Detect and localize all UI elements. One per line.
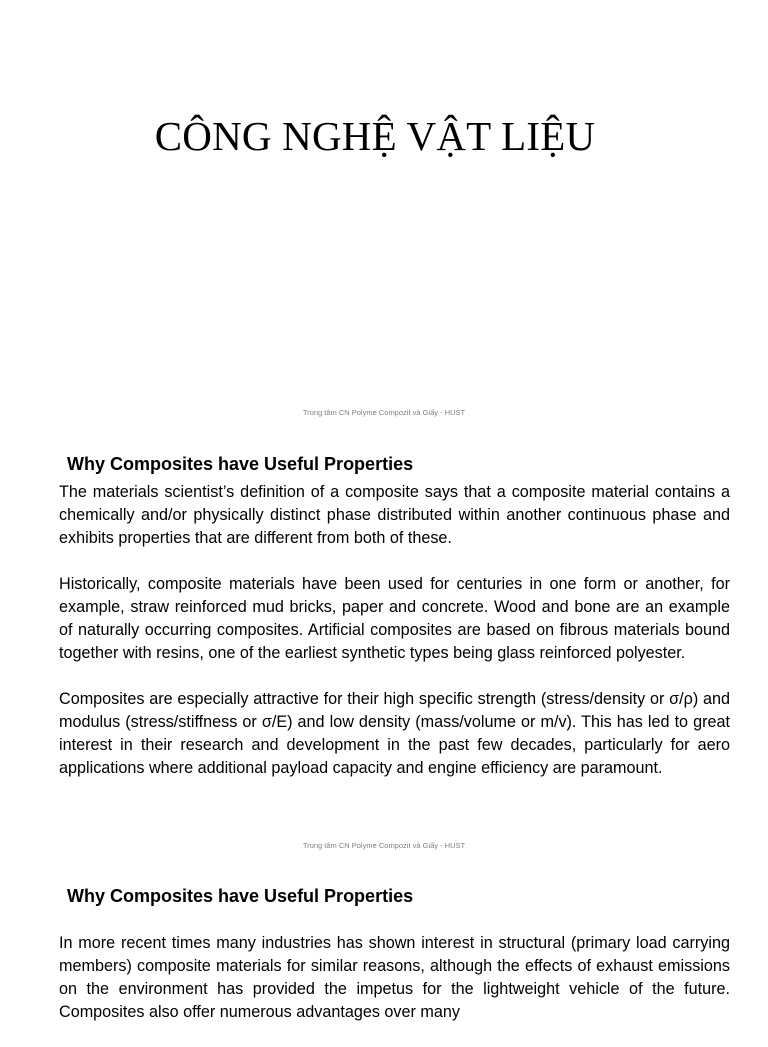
slide-heading: Why Composites have Useful Properties <box>67 886 414 906</box>
paragraph: The materials scientist’s definition of a composite says that a composite material contains a chemically and/or physically distinct phase distributed within another continuous phase and exhibits properties that are different from both of these. <box>59 483 730 547</box>
paragraph: In more recent times many industries has shown interest in structural (primary load carrying members) composite materials for similar reasons, although the effects of exhaust emissions on the environment has provided the impetus for the lightweight vehicle of the future. Composites also offer numerous advantages over many <box>59 934 730 1021</box>
slide-footer: Trung tâm CN Polyme Compozit và Giấy - HUST <box>302 408 466 417</box>
title-slide <box>0 0 768 430</box>
content-slide-1 <box>0 430 768 862</box>
paragraph: Composites are especially attractive for their high specific strength (stress/density or σ/ρ) and modulus (stress/stiffness or σ/E) and low density (mass/volume or m/v). This has led to great interest in their research and development in the past few decades, particularly for aero applications where additional payload capacity and engine efficiency are paramount. <box>59 690 730 777</box>
paragraph: Historically, composite materials have been used for centuries in one form or another, for example, straw reinforced mud bricks, paper and concrete. Wood and bone are an example of naturally occurring composites. Artificial composites are based on fibrous materials bound together with resins, one of the earliest synthetic types being glass reinforced polyester. <box>59 575 730 662</box>
slide-heading: Why Composites have Useful Properties <box>67 454 414 474</box>
slide-title: CÔNG NGHỆ VẬT LIỆU <box>154 113 596 159</box>
slide-body <box>59 932 730 1047</box>
slide-body <box>59 481 730 803</box>
slide-footer: Trung tâm CN Polyme Compozit và Giấy - HUST <box>302 841 466 850</box>
content-slide-2 <box>0 862 768 1024</box>
